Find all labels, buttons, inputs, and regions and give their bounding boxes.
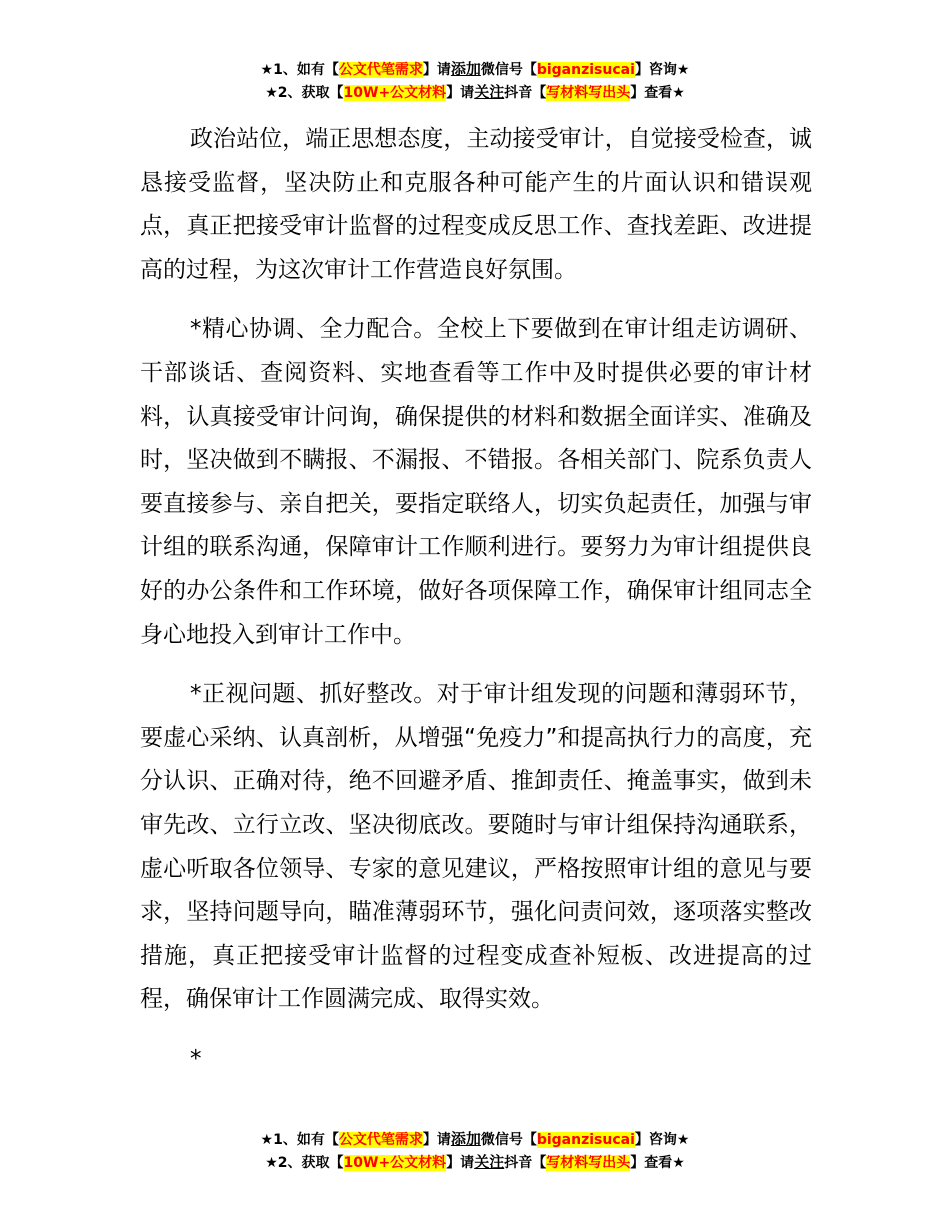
footer-banner [0, 1128, 950, 1174]
footer-line-2-suffix: 】查看★ [630, 1155, 685, 1171]
footer-line-2-prefix: ★2、获取【 [265, 1155, 344, 1171]
paragraph-coordination: *精心协调、全力配合。全校上下要做到在审计组走访调研、干部谈话、查阅资料、实地查看等工作中及时提供必要的审计材料，认真接受审计问询，确保提供的材料和数据全面详实、准确及时，坚决做到不瞒报、不漏报、不错报。各相关部门、院系负责人要直接参与、亲自把关，要指定联络人，切实负起责任，加强与审计组的联系沟通，保障审计工作顺利进行。要努力为审计组提供良好的办公条件和工作环境，做好各项保障工作，确保审计组同志全身心地投入到审计工作中。 [140, 316, 812, 648]
document-body [140, 118, 812, 1097]
banner-line-2-highlight-materials: 10W+公文材料 [343, 85, 447, 101]
banner-line-1-highlight-wechat: biganzisucai [536, 62, 635, 78]
paragraph-asterisk: * [190, 1045, 202, 1072]
banner-line-2-underlined: 关注 [474, 83, 505, 101]
footer-line-1 [0, 1128, 950, 1151]
banner-line-2-suffix: 】查看★ [630, 85, 685, 101]
banner-line-2-prefix: ★2、获取【 [265, 85, 344, 101]
banner-line-1-underlined: 添加 [450, 60, 481, 78]
footer-line-1-prefix: ★1、如有【 [260, 1132, 339, 1148]
footer-line-1-mid2: 微信号【 [480, 1132, 537, 1148]
footer-line-2-highlight-douyin: 写材料写出头 [546, 1155, 631, 1171]
footer-line-1-suffix: 】咨询★ [634, 1132, 690, 1148]
header-banner [0, 58, 950, 104]
footer-line-2 [0, 1151, 950, 1174]
banner-line-1 [0, 58, 950, 81]
banner-line-2-mid: 】请 [446, 85, 475, 101]
banner-line-2 [0, 81, 950, 104]
banner-line-2-mid2: 抖音【 [504, 85, 547, 101]
footer-line-1-mid: 】请 [422, 1132, 451, 1148]
footer-line-1-highlight-wechat: biganzisucai [536, 1132, 635, 1148]
footer-line-2-underlined: 关注 [474, 1153, 505, 1171]
banner-line-1-mid2: 微信号【 [480, 62, 537, 78]
footer-line-2-mid2: 抖音【 [504, 1155, 547, 1171]
footer-line-2-highlight-materials: 10W+公文材料 [343, 1155, 447, 1171]
footer-line-1-highlight-service: 公文代笔需求 [338, 1132, 423, 1148]
banner-line-2-highlight-douyin: 写材料写出头 [546, 85, 631, 101]
banner-line-1-prefix: ★1、如有【 [260, 62, 339, 78]
footer-line-2-mid: 】请 [446, 1155, 475, 1171]
paragraph-rectification: *正视问题、抓好整改。对于审计组发现的问题和薄弱环节，要虚心采纳、认真剖析，从增强“免疫力”和提高执行力的高度，充分认识、正确对待，绝不回避矛盾、推卸责任、掩盖事实，做到未审先改、立行立改、坚决彻底改。要随时与审计组保持沟通联系，虚心听取各位领导、专家的意见建议，严格按照审计组的意见与要求，坚持问题导向，瞄准薄弱环节，强化问责问效，逐项落实整改措施，真正把接受审计监督的过程变成查补短板、改进提高的过程，确保审计工作圆满完成、取得实效。 [140, 681, 812, 1013]
banner-line-1-highlight-service: 公文代笔需求 [338, 62, 423, 78]
banner-line-1-suffix: 】咨询★ [634, 62, 690, 78]
footer-line-1-underlined: 添加 [450, 1130, 481, 1148]
banner-line-1-mid: 】请 [422, 62, 451, 78]
paragraph-political-stance: 政治站位，端正思想态度，主动接受审计，自觉接受检查，诚恳接受监督，坚决防止和克服各种可能产生的片面认识和错误观点，真正把接受审计监督的过程变成反思工作、查找差距、改进提高的过程，为这次审计工作营造良好氛围。 [140, 126, 812, 283]
